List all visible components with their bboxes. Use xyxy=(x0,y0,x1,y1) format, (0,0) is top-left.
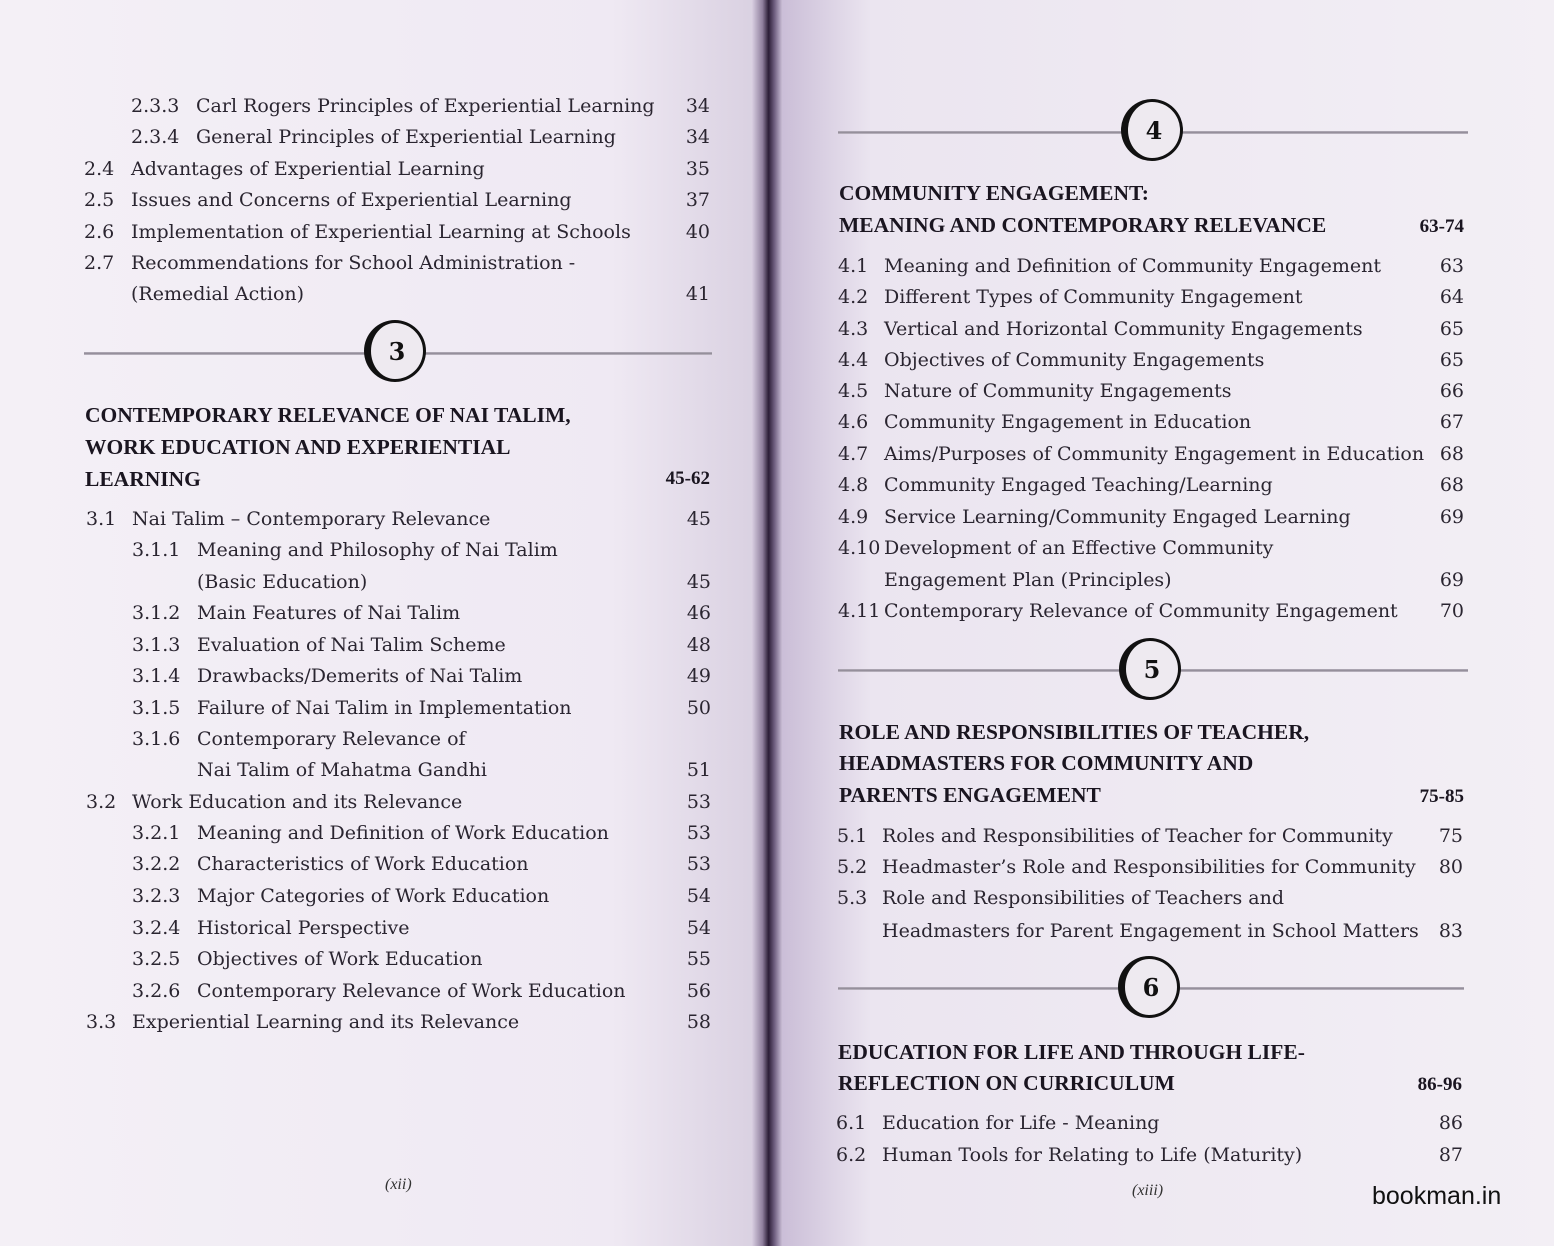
toc-entry-title: Headmaster’s Role and Responsibilities for Community xyxy=(882,856,1416,878)
toc-entry-number: 5.3 xyxy=(837,887,868,909)
toc-entry-title: Objectives of Work Education xyxy=(197,948,483,970)
toc-entry-number: 4.5 xyxy=(838,380,869,402)
toc-entry-number: 4.7 xyxy=(838,443,869,465)
toc-entry-title: Meaning and Philosophy of Nai Talim xyxy=(197,539,558,561)
toc-entry-title: Engagement Plan (Principles) xyxy=(884,569,1172,591)
chapter-3-page-range: 45-62 xyxy=(665,468,710,489)
toc-entry-page: 69 xyxy=(1439,569,1464,591)
toc-entry-page: 80 xyxy=(1438,856,1463,878)
toc-entry-page: 65 xyxy=(1439,318,1464,340)
toc-entry-title: Role and Responsibilities of Teachers and xyxy=(882,887,1284,909)
toc-entry-page: 58 xyxy=(686,1011,711,1033)
book-gutter xyxy=(752,0,782,1246)
toc-entry-title: Major Categories of Work Education xyxy=(197,885,550,907)
toc-entry-page: 68 xyxy=(1439,474,1464,496)
toc-entry-page: 83 xyxy=(1438,920,1463,942)
toc-entry-page: 53 xyxy=(686,822,711,844)
toc-entry-number: 3.2.4 xyxy=(132,917,181,939)
chapter-4-page-range: 63-74 xyxy=(1419,216,1464,237)
toc-entry-number: 5.1 xyxy=(837,825,868,847)
toc-entry-page: 53 xyxy=(686,791,711,813)
toc-entry-title: Meaning and Definition of Community Engagement xyxy=(884,255,1382,277)
toc-entry-title: Nai Talim – Contemporary Relevance xyxy=(132,508,491,530)
toc-entry-page: 48 xyxy=(686,634,711,656)
toc-entry-title: Drawbacks/Demerits of Nai Talim xyxy=(197,665,523,687)
toc-entry-page: 68 xyxy=(1439,443,1464,465)
toc-entry-number: 4.3 xyxy=(838,318,869,340)
toc-entry-number: 2.6 xyxy=(84,221,115,243)
toc-entry-page: 70 xyxy=(1439,600,1464,622)
toc-entry-page: 37 xyxy=(685,189,710,211)
toc-entry-page: 75 xyxy=(1438,825,1463,847)
toc-entry-page: 54 xyxy=(686,917,711,939)
toc-entry-page: 46 xyxy=(686,602,711,624)
toc-entry-number: 4.11 xyxy=(838,600,881,622)
toc-entry-title: Characteristics of Work Education xyxy=(197,853,529,875)
toc-entry-page: 86 xyxy=(1438,1112,1463,1134)
toc-entry-number: 3.1.6 xyxy=(132,728,181,750)
toc-entry-title: Service Learning/Community Engaged Learning xyxy=(884,506,1351,528)
toc-entry-title: Contemporary Relevance of xyxy=(197,728,466,750)
toc-entry-title: Human Tools for Relating to Life (Maturity) xyxy=(882,1144,1303,1166)
toc-entry-page: 40 xyxy=(685,221,710,243)
toc-entry-page: 35 xyxy=(685,158,710,180)
toc-entry-page: 49 xyxy=(686,665,711,687)
chapter-4-title-line-2: MEANING AND CONTEMPORARY RELEVANCE xyxy=(839,213,1327,237)
toc-entry-number: 3.1.2 xyxy=(132,602,181,624)
chapter-6-title-line-1: EDUCATION FOR LIFE AND THROUGH LIFE- xyxy=(838,1040,1305,1064)
toc-entry-page: 41 xyxy=(685,283,710,305)
chapter-5-badge: 5 xyxy=(1119,638,1181,700)
right-folio: (xiii) xyxy=(1132,1182,1164,1199)
chapter-6-title-line-2: REFLECTION ON CURRICULUM xyxy=(838,1071,1175,1095)
toc-entry-page: 34 xyxy=(685,126,710,148)
toc-entry-number: 3.1.4 xyxy=(132,665,181,687)
toc-entry-page: 87 xyxy=(1438,1144,1463,1166)
toc-entry-title: Work Education and its Relevance xyxy=(132,791,463,813)
toc-entry-number: 3.1.5 xyxy=(132,697,181,719)
toc-entry-number: 4.8 xyxy=(838,474,869,496)
chapter-5-title-line-3: PARENTS ENGAGEMENT xyxy=(839,783,1101,807)
chapter-4-badge: 4 xyxy=(1121,99,1183,161)
toc-entry-number: 3.2.6 xyxy=(132,980,181,1002)
toc-entry-number: 2.4 xyxy=(84,158,115,180)
toc-entry-number: 2.5 xyxy=(84,189,115,211)
toc-entry-title: (Remedial Action) xyxy=(131,283,305,305)
toc-entry-title: Nai Talim of Mahatma Gandhi xyxy=(197,759,487,781)
toc-entry-number: 5.2 xyxy=(837,856,868,878)
chapter-5-title-line-2: HEADMASTERS FOR COMMUNITY AND xyxy=(839,751,1254,775)
toc-entry-title: Evaluation of Nai Talim Scheme xyxy=(197,634,506,656)
toc-entry-page: 65 xyxy=(1439,349,1464,371)
toc-entry-number: 3.1 xyxy=(86,508,117,530)
toc-entry-page: 69 xyxy=(1439,506,1464,528)
toc-entry-number: 3.3 xyxy=(86,1011,117,1033)
toc-entry-number: 4.6 xyxy=(838,411,869,433)
toc-entry-page: 63 xyxy=(1439,255,1464,277)
toc-entry-title: Failure of Nai Talim in Implementation xyxy=(197,697,572,719)
toc-entry-page: 34 xyxy=(685,95,710,117)
toc-entry-number: 4.9 xyxy=(838,506,869,528)
toc-entry-page: 67 xyxy=(1439,411,1464,433)
toc-entry-number: 3.2.3 xyxy=(132,885,181,907)
toc-entry-number: 3.2.1 xyxy=(132,822,181,844)
left-folio: (xii) xyxy=(385,1176,412,1193)
toc-entry-title: Contemporary Relevance of Community Engagement xyxy=(884,600,1398,622)
toc-entry-page: 66 xyxy=(1439,380,1464,402)
toc-entry-title: Recommendations for School Administration - xyxy=(131,252,576,274)
toc-entry-number: 2.7 xyxy=(84,252,115,274)
toc-entry-title: Development of an Effective Community xyxy=(884,537,1274,559)
watermark: bookman.in xyxy=(1372,1182,1502,1210)
chapter-6-page-range: 86-96 xyxy=(1417,1074,1462,1095)
toc-entry-title: Contemporary Relevance of Work Education xyxy=(197,980,626,1002)
toc-entry-number: 6.1 xyxy=(836,1112,867,1134)
toc-entry-title: Objectives of Community Engagements xyxy=(884,349,1265,371)
toc-entry-page: 51 xyxy=(686,759,711,781)
chapter-3-title-line-3: LEARNING xyxy=(85,467,201,491)
toc-entry-number: 2.3.3 xyxy=(131,95,180,117)
toc-entry-page: 56 xyxy=(686,980,711,1002)
toc-entry-title: Advantages of Experiential Learning xyxy=(131,158,485,180)
toc-entry-number: 4.4 xyxy=(838,349,869,371)
toc-entry-title: Meaning and Definition of Work Education xyxy=(197,822,609,844)
toc-entry-title: Issues and Concerns of Experiential Learning xyxy=(131,189,572,211)
chapter-6-badge: 6 xyxy=(1118,956,1180,1018)
toc-entry-number: 6.2 xyxy=(836,1144,867,1166)
toc-entry-title: General Principles of Experiential Learning xyxy=(196,126,616,148)
toc-entry-number: 3.1.3 xyxy=(132,634,181,656)
toc-entry-page: 45 xyxy=(686,571,711,593)
toc-entry-number: 4.10 xyxy=(838,537,881,559)
toc-entry-number: 2.3.4 xyxy=(131,126,180,148)
toc-entry-number: 3.2.5 xyxy=(132,948,181,970)
toc-entry-page: 54 xyxy=(686,885,711,907)
toc-entry-number: 3.2 xyxy=(86,791,117,813)
toc-entry-number: 4.2 xyxy=(838,286,869,308)
chapter-5-page-range: 75-85 xyxy=(1419,786,1464,807)
chapter-5-title-line-1: ROLE AND RESPONSIBILITIES OF TEACHER, xyxy=(839,720,1310,744)
toc-entry-number: 3.1.1 xyxy=(132,539,181,561)
chapter-3-badge: 3 xyxy=(364,320,426,382)
toc-entry-title: Roles and Responsibilities of Teacher for Community xyxy=(882,825,1393,847)
toc-entry-title: Experiential Learning and its Relevance xyxy=(132,1011,520,1033)
toc-entry-title: (Basic Education) xyxy=(197,571,368,593)
toc-entry-title: Community Engaged Teaching/Learning xyxy=(884,474,1273,496)
toc-entry-title: Aims/Purposes of Community Engagement in Education xyxy=(884,443,1425,465)
toc-entry-title: Carl Rogers Principles of Experiential Learning xyxy=(196,95,655,117)
toc-entry-title: Vertical and Horizontal Community Engagements xyxy=(884,318,1363,340)
toc-entry-page: 45 xyxy=(686,508,711,530)
toc-entry-title: Community Engagement in Education xyxy=(884,411,1252,433)
toc-entry-page: 55 xyxy=(686,948,711,970)
toc-entry-page: 53 xyxy=(686,853,711,875)
toc-entry-title: Different Types of Community Engagement xyxy=(884,286,1303,308)
toc-entry-title: Implementation of Experiential Learning at Schools xyxy=(131,221,631,243)
toc-entry-title: Main Features of Nai Talim xyxy=(197,602,461,624)
toc-entry-page: 64 xyxy=(1439,286,1464,308)
toc-entry-title: Nature of Community Engagements xyxy=(884,380,1232,402)
toc-entry-number: 4.1 xyxy=(838,255,869,277)
chapter-3-title-line-1: CONTEMPORARY RELEVANCE OF NAI TALIM, xyxy=(85,403,571,427)
chapter-4-title-line-1: COMMUNITY ENGAGEMENT: xyxy=(839,181,1149,205)
toc-entry-number: 3.2.2 xyxy=(132,853,181,875)
chapter-3-title-line-2: WORK EDUCATION AND EXPERIENTIAL xyxy=(85,435,511,459)
toc-entry-title: Headmasters for Parent Engagement in School Matters xyxy=(882,920,1419,942)
toc-entry-title: Historical Perspective xyxy=(197,917,410,939)
toc-entry-page: 50 xyxy=(686,697,711,719)
toc-entry-title: Education for Life - Meaning xyxy=(882,1112,1160,1134)
